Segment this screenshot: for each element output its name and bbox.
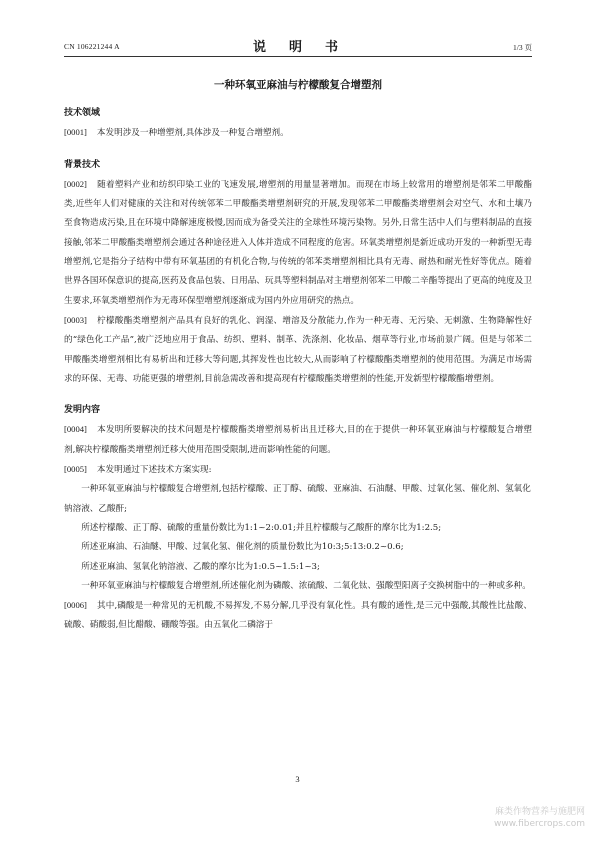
paragraph-0001 <box>64 123 532 143</box>
document-type-title: 说 明 书 <box>252 40 343 55</box>
paragraph-number: [0004] <box>64 424 87 435</box>
paragraph-0004 <box>64 420 532 460</box>
paragraph-0005-item: 一种环氧亚麻油与柠檬酸复合增塑剂,包括柠檬酸、正丁醇、硫酸、亚麻油、石油醚、甲酸、过氧化氢、催化剂、氢氧化钠溶液、乙酸酐; <box>64 484 531 514</box>
paragraph-text: 柠檬酸酯类增塑剂产品具有良好的乳化、润湿、增溶及分散能力,作为一种无毒、无污染、无刺激、生物降解性好的“绿色化工产品”,被广泛地应用于食品、纺织、塑料、制革、洗涤剂、化妆品、烟草等行业,市场前景广阔。但是与邻苯二甲酸酯类增塑剂相比有易析出和迁移大等问题,其挥发性也比较大,从而影响了柠檬酸酯类增塑剂的使用范围。为满足市场需求的环保、无毒、功能更强的增塑剂,目前急需改善和提高现有柠檬酸酯类增塑剂的性能,开发新型柠檬酸酯增塑剂。 <box>64 315 532 384</box>
paragraph-number: [0005] <box>64 464 87 475</box>
paragraph-0005-item: 一种环氧亚麻油与柠檬酸复合增塑剂,所述催化剂为磷酸、浓硫酸、二氧化钛、强酸型阳离子交换树脂中的一种或多种。 <box>81 580 531 591</box>
paragraph-0005-item: 所述亚麻油、氢氧化钠溶液、乙酸的摩尔比为1:0.5~1.5:1~3; <box>81 561 320 572</box>
watermark <box>494 806 585 830</box>
watermark-site-name: 麻类作物营养与施肥网 <box>494 807 585 817</box>
paragraph-number: [0003] <box>64 314 87 325</box>
paragraph-0003 <box>64 311 532 389</box>
paragraph-0005-item: 所述亚麻油、石油醚、甲酸、过氧化氢、催化剂的质量份数比为10:3;5:13:0.2~0.6; <box>81 542 404 553</box>
section-heading-tech-field: 技术领域 <box>64 108 101 118</box>
paragraph-0006 <box>64 596 532 636</box>
page-indicator: 1/3 页 <box>513 43 532 52</box>
paragraph-text: 本发明通过下述技术方案实现: <box>96 465 212 476</box>
paragraph-text: 其中,磷酸是一种常见的无机酸,不易挥发,不易分解,几乎没有氧化性。具有酸的通性,是三元中强酸,其酸性比盐酸、硫酸、硝酸弱,但比醋酸、硼酸等强。由五氧化二磷溶于 <box>64 601 532 631</box>
page-header <box>64 38 532 55</box>
section-heading-invention: 发明内容 <box>64 405 101 416</box>
paragraph-text: 本发明涉及一种增塑剂,具体涉及一种复合增塑剂。 <box>96 128 289 139</box>
paragraph-0005 <box>64 460 532 480</box>
paragraph-number: [0002] <box>64 178 87 189</box>
watermark-url: www.fibercrops.com <box>494 819 585 829</box>
paragraph-0005-item: 所述柠檬酸、正丁醇、硫酸的重量份数比为1:1~2:0.01;并且柠檬酸与乙酸酐的摩尔比为1:2.5; <box>81 522 442 533</box>
paragraph-number: [0006] <box>64 600 87 611</box>
page-number: 3 <box>295 774 300 784</box>
header-rule <box>64 56 532 57</box>
document-body <box>64 104 532 636</box>
document-title: 一种环氧亚麻油与柠檬酸复合增塑剂 <box>214 79 382 91</box>
paragraph-0002 <box>64 175 532 311</box>
paragraph-text: 随着塑料产业和纺织印染工业的飞速发展,增塑剂的用量显著增加。而现在市场上较常用的增塑剂是邻苯二甲酸酯类,近些年人们对健康的关注和对传统邻苯二甲酸酯类增塑剂研究的开展,发现邻苯二甲酸酯类增塑剂会对空气、水和土壤乃至食物造成污染,且在环境中降解速度极慢,因而成为备受关注的全球性环境污染物。另外,日常生活中人们与塑料制品的直接接触,邻苯二甲酸酯类增塑剂会通过各种途径进入人体并造成不同程度的危害。环氧类增塑剂是新近成功开发的一种新型无毒增塑剂,它是指分子结构中带有环氧基团的有机化合物,与传统的邻苯类增塑剂相比具有无毒、耐热和耐光性好等优点。随着世界各国环保意识的提高,医药及食品包装、日用品、玩具等塑料制品对主增塑剂邻苯二甲酸二辛酯等提出了更高的纯度及卫生要求,环氧类增塑剂作为无毒环保型增塑剂逐渐成为国内外应用研究的热点。 <box>64 179 532 306</box>
publication-number: CN 106221244 A <box>64 42 120 51</box>
paragraph-text: 本发明所要解决的技术问题是柠檬酸酯类增塑剂易析出且迁移大,目的在于提供一种环氧亚麻油与柠檬酸复合增塑剂,解决柠檬酸酯类增塑剂迁移大使用范围受限制,进而影响性能的问题。 <box>64 425 532 455</box>
section-heading-background: 背景技术 <box>64 159 101 170</box>
paragraph-number: [0001] <box>64 127 87 138</box>
